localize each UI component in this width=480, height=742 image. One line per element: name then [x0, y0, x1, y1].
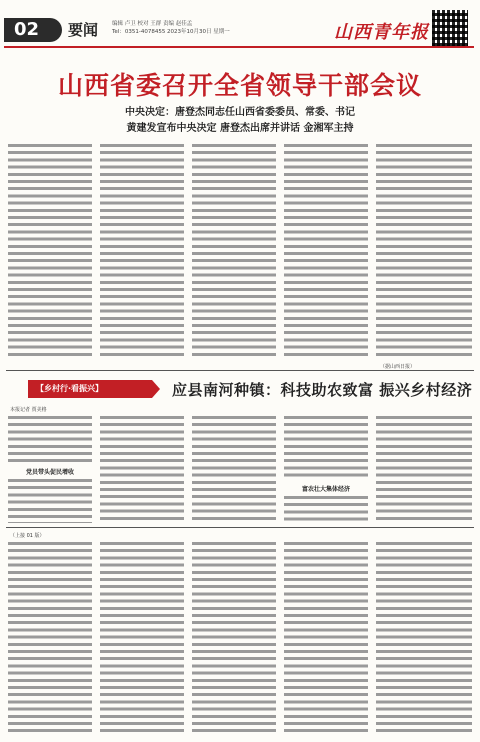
continued-body-col-2: [100, 540, 184, 736]
header-rule: [4, 46, 474, 48]
page-number: 02: [4, 18, 62, 42]
feature-body-col-1b: [8, 477, 92, 523]
continued-body-col-1: [8, 540, 92, 736]
feature-headline: 应县南河种镇：科技助农致富 振兴乡村经济: [172, 381, 473, 399]
feature-subhead-2: 富农壮大集体经济: [301, 486, 350, 493]
section-divider: [6, 370, 474, 371]
feature-body-col-4b: [284, 494, 368, 523]
header-info: [112, 20, 230, 36]
editor-line: 编辑 卢卫 校对 王群 责编 赵佳孟: [112, 21, 193, 27]
article-body-col-3: [192, 142, 276, 360]
article-body-col-2: [100, 142, 184, 360]
subtitle-primary: 中央决定：唐登杰同志任山西省委委员、常委、书记: [125, 107, 355, 118]
article-body-col-4: [284, 142, 368, 360]
feature-body-col-4: [284, 414, 368, 478]
page-header: [0, 0, 480, 48]
section-divider-2: [6, 527, 474, 528]
article-body-col-1: [8, 142, 92, 360]
section-label: 要闻: [68, 21, 99, 39]
continued-body-col-5: [376, 540, 472, 736]
column-tag: 【乡村行·看振兴】: [28, 380, 152, 398]
article-credit: （据山西日报）: [380, 364, 416, 370]
continuation-tag: （上接 01 版）: [10, 533, 45, 539]
main-headline: 山西省委召开全省领导干部会议: [57, 71, 422, 100]
article-body-col-5: [376, 142, 472, 358]
feature-body-col-5: [376, 414, 472, 523]
subtitle-secondary: 黄建发宣布中央决定 唐登杰出席并讲话 金湘军主持: [126, 123, 354, 134]
qr-code-icon: [432, 10, 468, 46]
newspaper-logo: 山西青年报: [334, 22, 429, 43]
continued-body-col-4: [284, 540, 368, 736]
feature-subhead-1: 党员带头促民增收: [25, 469, 74, 476]
feature-body-col-3: [192, 414, 276, 523]
feature-body-col-2: [100, 414, 184, 523]
feature-body-col-1: [8, 414, 92, 462]
continued-body-col-3: [192, 540, 276, 736]
date-line: Tel：0351-4078455 2023年10月30日 星期一: [112, 29, 230, 35]
feature-byline: 本报记者 贾美格: [10, 407, 47, 413]
column-tag-arrow: [152, 380, 160, 398]
